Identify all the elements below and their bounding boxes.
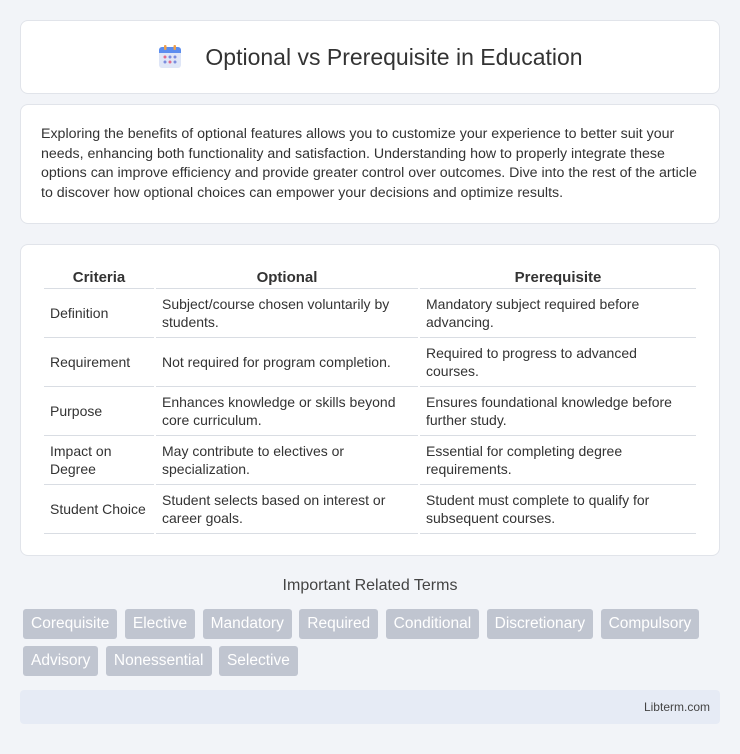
related-terms-list	[23, 609, 723, 683]
footer-site-link[interactable]: Libterm.com	[643, 700, 710, 714]
prerequisite-cell: Student must complete to qualify for subsequent courses.	[420, 485, 696, 534]
optional-cell: Student selects based on interest or career goals.	[156, 485, 418, 534]
tag-corequisite[interactable]: Corequisite	[23, 609, 117, 639]
table-header-row	[44, 267, 696, 289]
header-criteria: Criteria	[44, 267, 154, 289]
optional-cell: Enhances knowledge or skills beyond core curriculum.	[156, 387, 418, 436]
table-row	[44, 436, 696, 485]
tag-selective[interactable]: Selective	[219, 646, 298, 676]
optional-cell: Not required for program completion.	[156, 338, 418, 387]
tag-discretionary[interactable]: Discretionary	[487, 609, 593, 639]
footer	[20, 690, 720, 724]
prerequisite-cell: Ensures foundational knowledge before further study.	[420, 387, 696, 436]
related-terms-title: Important Related Terms	[282, 577, 458, 594]
tag-compulsory[interactable]: Compulsory	[601, 609, 700, 639]
comparison-table	[42, 267, 698, 534]
comparison-table-card	[20, 244, 720, 556]
header-prerequisite: Prerequisite	[420, 267, 696, 289]
table-row	[44, 387, 696, 436]
tag-advisory[interactable]: Advisory	[23, 646, 98, 676]
table-row	[44, 289, 696, 338]
header-card	[20, 20, 720, 94]
criteria-cell: Student Choice	[44, 485, 154, 534]
optional-cell: Subject/course chosen voluntarily by students.	[156, 289, 418, 338]
tag-nonessential[interactable]: Nonessential	[106, 646, 212, 676]
tag-elective[interactable]: Elective	[125, 609, 195, 639]
criteria-cell: Purpose	[44, 387, 154, 436]
prerequisite-cell: Required to progress to advanced courses.	[420, 338, 696, 387]
tag-mandatory[interactable]: Mandatory	[203, 609, 292, 639]
page-title: Optional vs Prerequisite in Education	[205, 43, 583, 70]
criteria-cell: Definition	[44, 289, 154, 338]
table-row	[44, 485, 696, 534]
header-optional: Optional	[156, 267, 418, 289]
intro-paragraph: Exploring the benefits of optional features allows you to customize your experience to better suit your needs, enhancing both functionality and satisfaction. Understanding how to properly integrate these options can improve efficiency and provide greater control over outcomes. Dive into the rest of the article to discover how optional choices can empower your decisions and optimize results.	[41, 126, 697, 201]
criteria-cell: Requirement	[44, 338, 154, 387]
prerequisite-cell: Essential for completing degree requirements.	[420, 436, 696, 485]
tag-conditional[interactable]: Conditional	[386, 609, 480, 639]
table-row	[44, 338, 696, 387]
intro-card	[20, 104, 720, 224]
prerequisite-cell: Mandatory subject required before advancing.	[420, 289, 696, 338]
criteria-cell: Impact on Degree	[44, 436, 154, 485]
calendar-icon	[157, 44, 183, 70]
optional-cell: May contribute to electives or specialization.	[156, 436, 418, 485]
tag-required[interactable]: Required	[299, 609, 378, 639]
